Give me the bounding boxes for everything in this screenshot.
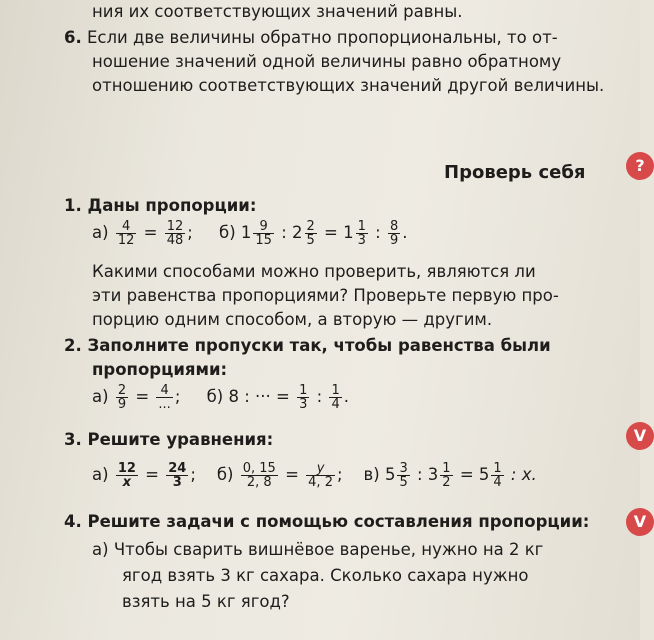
q1-title: Даны пропорции: [87, 196, 257, 215]
q2-title-line2: пропорциями: [92, 360, 228, 379]
q3-a-label: а) [92, 465, 109, 484]
q2-a-frac1: $\frac{2}{9}$ [117, 383, 127, 412]
q4-title: Решите задачи с помощью составления пропорции: [87, 512, 590, 531]
rule6-line2: ношение значений одной величины равно обратному [92, 52, 562, 71]
q1-number: 1. [64, 196, 82, 215]
q1-a-frac1: $\frac{4}{12}$ [117, 219, 135, 248]
q3-a-frac2: $\frac{24}{3}$ [168, 461, 187, 490]
rule6-line3: отношению соответствующих значений другой величины. [92, 76, 605, 95]
q2-formulas: а) $\frac{2}{9}$ = $\frac{4}{...}$ ; б) 8 : ··· = $\frac{1}{3}$ : $\frac{1}{4}$ . [92, 383, 349, 412]
q1-text3: порцию одним способом, а вторую — другим. [92, 310, 493, 329]
q2-a-frac2: $\frac{4}{...}$ [158, 383, 171, 412]
q3-b-label: б) [216, 465, 234, 484]
q3-b-frac1: $\frac{0, 15}{2, 8}$ [242, 461, 276, 490]
rule5-tail: ния их соответствующих значений равны. [92, 2, 463, 21]
q3-c-frac1: $\frac{3}{5}$ [399, 461, 408, 490]
q3-c-label: в) [363, 465, 380, 484]
q3-c-frac3: $\frac{1}{4}$ [493, 461, 502, 490]
rule6-number: 6. [64, 28, 82, 47]
rule6-text1: Если две величины обратно пропорциональны, то от- [87, 28, 558, 47]
q2-b-frac1: $\frac{1}{3}$ [299, 383, 308, 412]
q1-a-label: а) [92, 223, 109, 242]
q3-b-frac2: $\frac{y}{4, 2}$ [308, 461, 333, 490]
q2-number: 2. [64, 336, 82, 355]
q1-b-frac3: $\frac{1}{3}$ [357, 219, 366, 248]
q3-title: Решите уравнения: [87, 430, 274, 449]
q4-a-line2: ягод взять 3 кг сахара. Сколько сахара нужно [122, 566, 529, 585]
q1-b-label: б) [219, 223, 236, 242]
q1-b-frac4: $\frac{8}{9}$ [389, 219, 399, 248]
q3-title-line [64, 430, 273, 449]
q4-a-text1: Чтобы сварить вишнёвое варенье, нужно на 2 кг [113, 540, 544, 559]
q4-a-line3: взять на 5 кг ягод? [122, 592, 290, 611]
q2-title-line1 [64, 336, 551, 355]
q2-b-label: б) [206, 387, 224, 406]
side-tab-check-1: V [626, 422, 654, 450]
q4-title-line [64, 512, 589, 531]
section-heading: Проверь себя [444, 162, 586, 183]
q3-number: 3. [64, 430, 82, 449]
q1-a-frac2: $\frac{12}{48}$ [166, 219, 184, 248]
q4-a-label: а) [92, 540, 109, 559]
q3-a-frac1: $\frac{12}{x}$ [117, 461, 136, 490]
q2-title1: Заполните пропуски так, чтобы равенства были [87, 336, 551, 355]
q1-b-frac1: $\frac{9}{15}$ [255, 219, 272, 248]
q2-b-frac2: $\frac{1}{4}$ [331, 383, 340, 412]
q3-c-frac2: $\frac{1}{2}$ [442, 461, 451, 490]
q1-text1: Какими способами можно проверить, являются ли [92, 262, 536, 281]
q1-title-line [64, 196, 256, 215]
q2-a-label: а) [92, 387, 109, 406]
side-tab-check-2: V [626, 508, 654, 536]
side-tab-question: ? [626, 152, 654, 180]
q1-formulas: а) $\frac{4}{12}$ = $\frac{12}{48}$ ; б) 1 $\frac{9}{15}$ : 2 $\frac{2}{5}$ = 1 $\frac{1}{3}$ : $\frac{8}{9}$ . [92, 219, 408, 248]
q1-text2: эти равенства пропорциями? Проверьте первую про- [92, 286, 559, 305]
rule6-line1 [64, 28, 558, 47]
q4-a-line1 [92, 540, 543, 559]
q1-b-frac2: $\frac{2}{5}$ [306, 219, 315, 248]
q4-number: 4. [64, 512, 82, 531]
q3-formulas: а) $\frac{12}{x}$ = $\frac{24}{3}$ ; б) $\frac{0, 15}{2, 8}$ = $\frac{y}{4, 2}$ ; в) 5 $\frac{3}{5}$ : 3 $\frac{1}{2}$ = 5 $\frac{1}{4}$ : x. [92, 461, 537, 490]
